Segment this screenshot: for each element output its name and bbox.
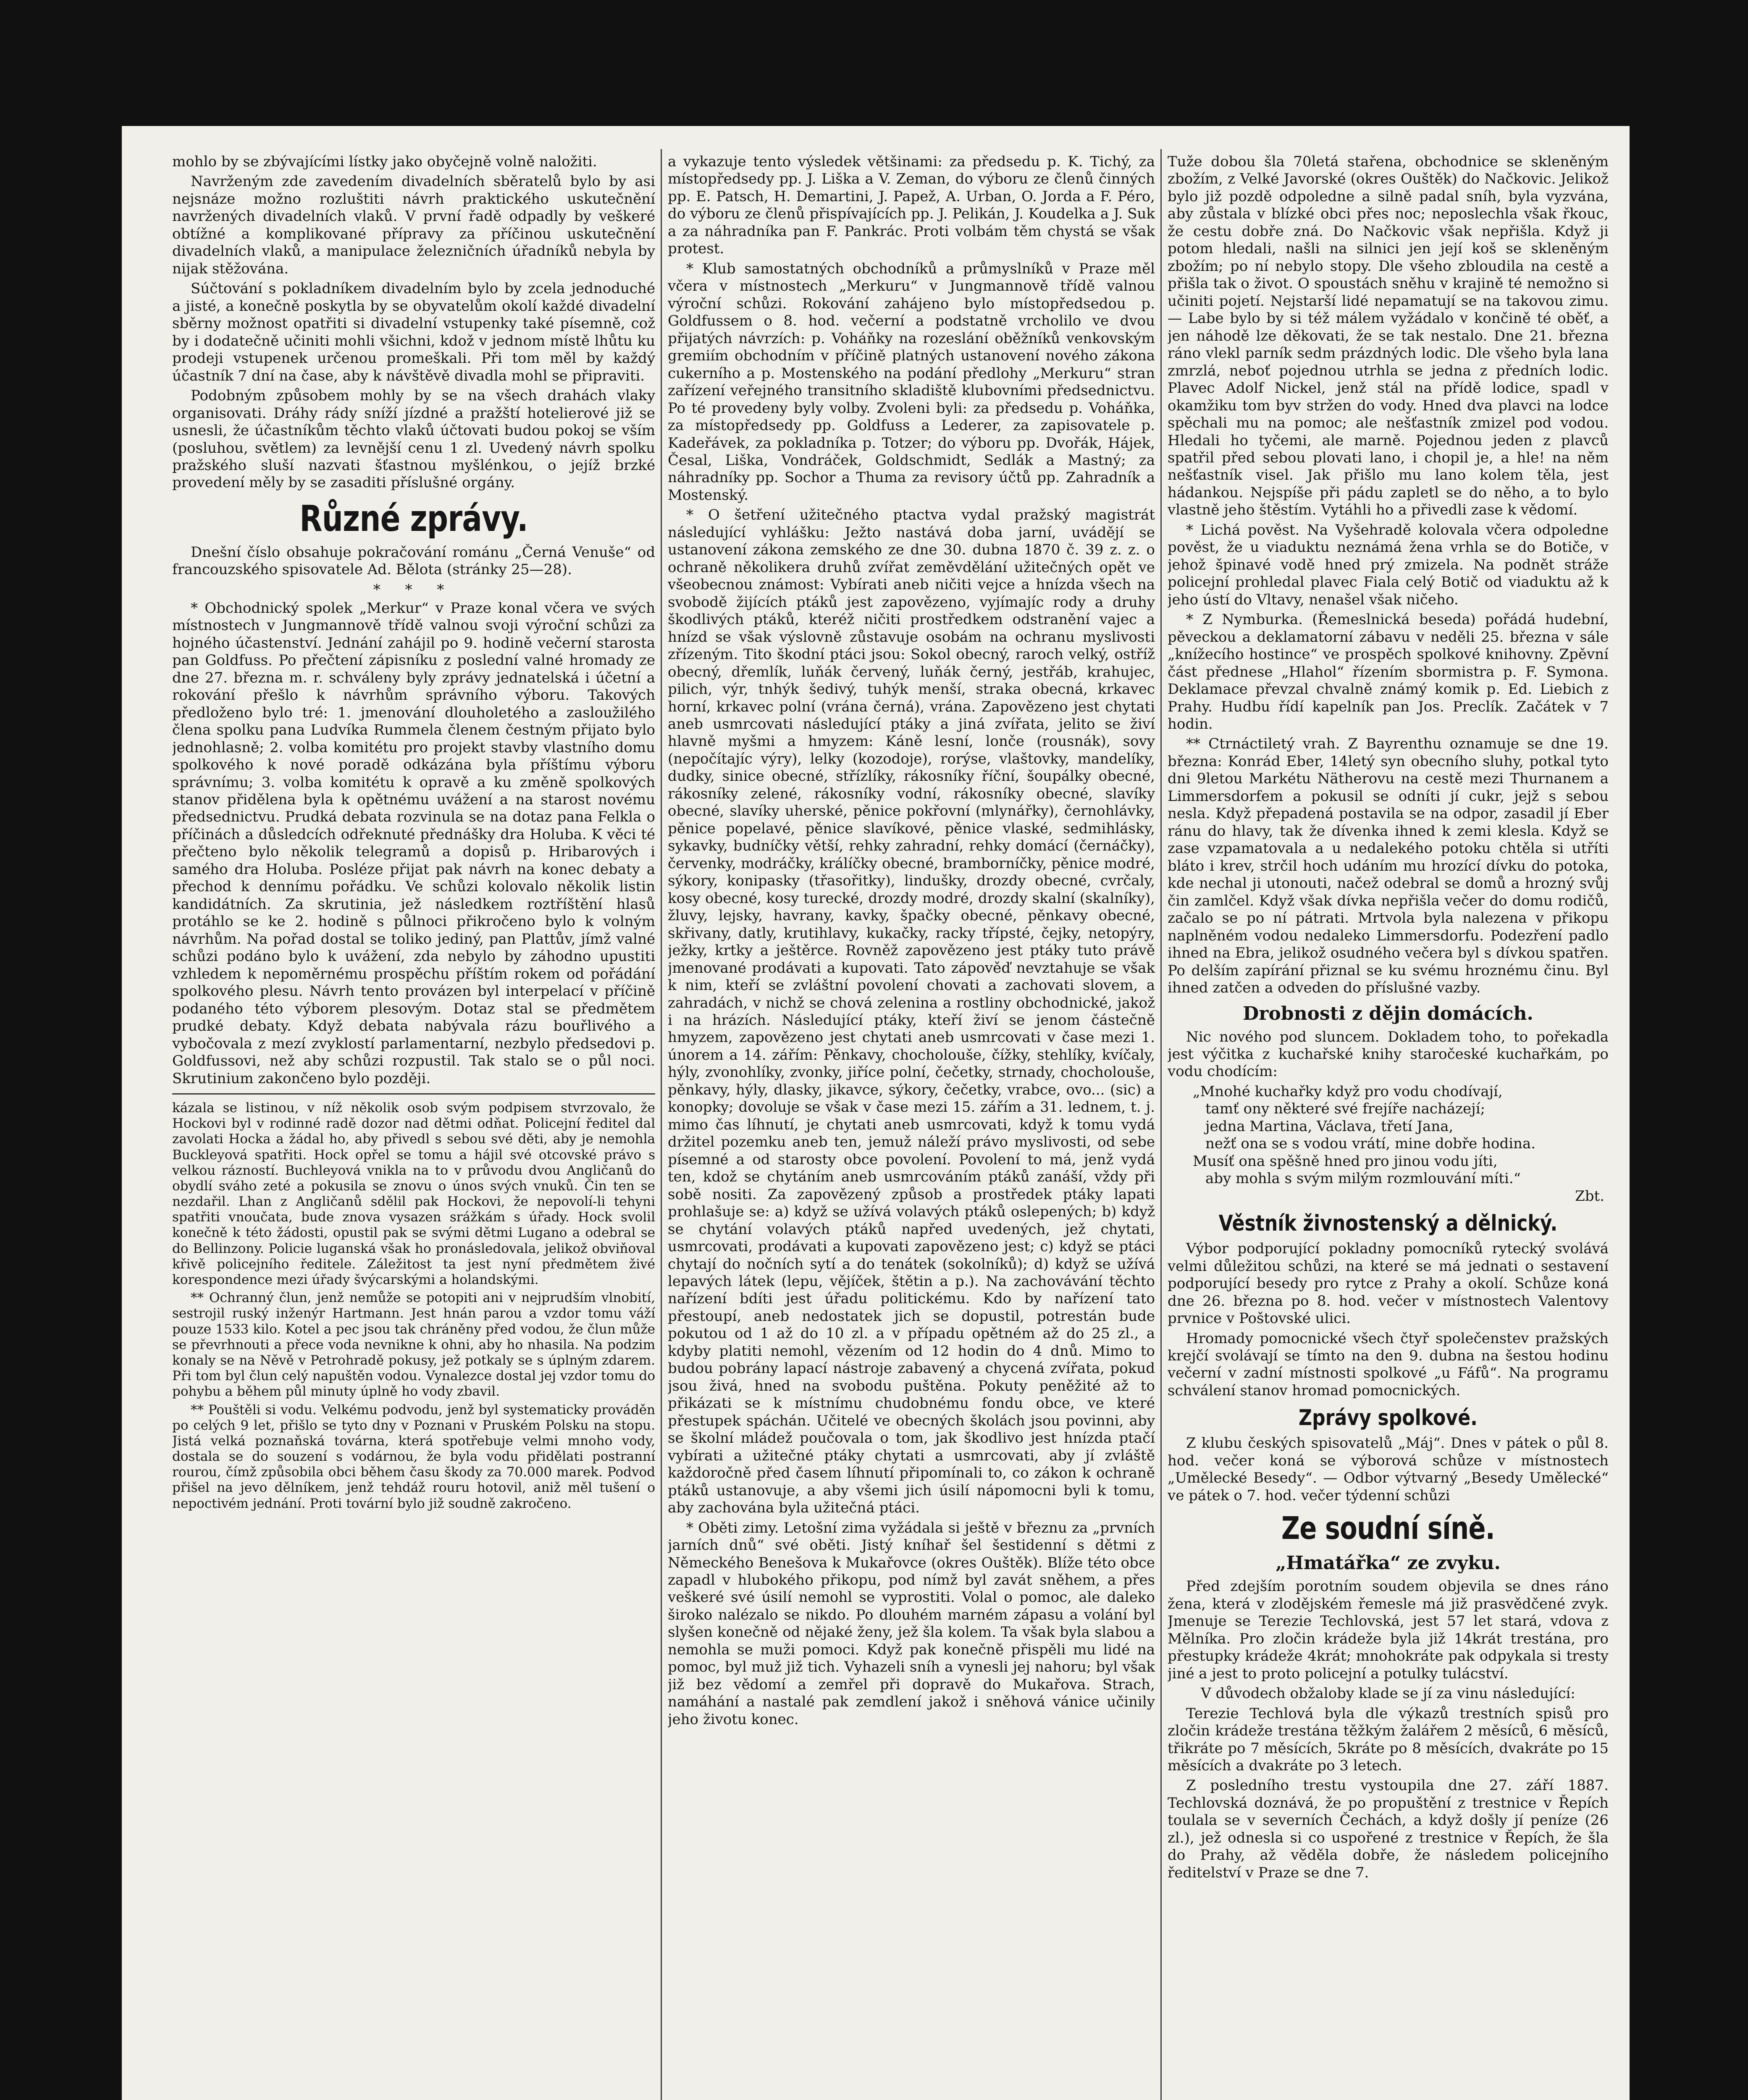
column-3 [1168,153,1609,2100]
verse-line: Musíť ona spěšně hned pro jinou vodu jíti, [1193,1152,1498,1170]
signature: Zbt. [1575,1187,1604,1205]
paragraph: Dnešní číslo obsahuje pokračování románu „Černá Venuše“ od francouzského spisovatele Ad. Bělota (stránky 25—28). [172,543,655,578]
paragraph: Z posledního trestu vystoupila dne 27. září 1887. Techlovská doznává, že po propuštění z trestnice v Řepích toulala se v severních Čechách, a když došly jí peníze (26 zl.), jež odnesla si co uspořené z trestnice v Řepích, že šla do Prahy, až věděla dobře, že následem policejního ředitelství v Praze se dne 7. [1168,1777,1609,1881]
paragraph: Terezie Techlová byla dle výkazů trestních spisů pro zločin krádeže trestána těžkým žalářem 2 měsíců, 6 měsíců, třikráte po 7 měsících, 5kráte po 8 měsících, dvakráte po 15 měsících a dvakráte po 3 letech. [1168,1705,1609,1774]
paragraph: Súčtování s pokladníkem divadelním bylo by zcela jednoduché a jisté, a konečně poskytla by se obyvatelům okolí každé divadelní sběrny možnost opatřiti si divadelní vstupenky také písemně, což by i dodatečně učiniti mohli všichni, kdož v jednom místě lhůtu ku prodeji vstupenek určenou promeškali. Při tom měl by každý účastník 7 dní na čase, aby k návštěvě divadla mohl se připraviti. [172,280,655,384]
verse-line: „Mnohé kuchařky když pro vodu chodívají, [1193,1083,1503,1100]
news-item: ** Pouštěli si vodu. Velkému podvodu, jenž byl systematicky prováděn po celých 9 let, přišlo se tyto dny v Poznani v Pruském Polsku na stopu. Jistá velká poznaňská továrna, která spotřebuje velmi mnoho vody, dostala se do souzení s vodárnou, že byla vodu přidělati postranní rourou, čímž způsobila obci během času škody za 70.000 marek. Podvod přišel na jevo dělníkem, jenž tehdáž rouru hotovil, aniž měl tušení o nepoctivém jednání. Proti tovární bylo již soudně zakročeno. [172,1402,655,1511]
horizontal-rule [172,1093,655,1095]
news-item: Výbor podporující pokladny pomocníků rytecký svolává velmi důležitou schůzi, na které se má jednati o sestavení podporující besedy pro rytce z Prahy a okolí. Schůze koná dne 26. března po 8. hod. večer v místnostech Valentovy prvnice v Poštovské ulici. [1168,1240,1609,1327]
paragraph: Nic nového pod sluncem. Dokladem toho, to pořekadla jest výčitka z kuchařské knihy staročeské kuchařkám, po vodu chodícím: [1168,1028,1609,1080]
article-subheading: „Hmatářka“ ze zvyku. [1276,1552,1501,1574]
news-item: Hromady pomocnické všech čtyř společenstev pražských krejčí svolávají se tímto na den 9. dubna na šestou hodinu večerní v zadní místnosti spolkové „u Fáfů“. Na programu schválení stanov hromad pomocnických. [1168,1330,1609,1399]
verse-line: nežť ona se s vodou vrátí, mine dobře hodina. [1205,1135,1536,1152]
section-heading: Ze soudní síně. [1281,1510,1495,1547]
paragraph: Navrženým zde zavedením divadelních sběratelů bylo by asi nejsnáze možno rozluštiti návrh praktického uskutečnění navržených divadelních vlaků. V první řadě odpadly by veškeré obtížné a komplikované přípravy za příčinou uskutečnění divadelních vlaků, a manipulace železničních úřadníků nebyla by nijak stěžována. [172,173,655,277]
section-heading: Věstník živnostenský a dělnický. [1218,1211,1558,1236]
section-heading: Drobnosti z dějin domácích. [1243,1003,1533,1024]
verse-line: aby mohla s svým milým rozmlouvání míti.“ [1205,1170,1521,1187]
paragraph: Podobným způsobem mohly by se na všech drahách vlaky organisovati. Dráhy rády sníží jízdné a pražští hotelierové již se usnesli, že účastníkům těchto vlaků účtovati budou pokoj se vším (posluhou, světlem) za levnější cenu 1 zl. Uvedený návrh spolku pražského sluší nazvati šťastnou myšlénkou, o jejíž brzké provedení měly by se zasaditi příslušné orgány. [172,387,655,491]
news-item: Tuže dobou šla 70letá stařena, obchodnice se skleněným zbožím, z Velké Javorské (okres Ouštěk) do Načkovic. Jelikož bylo již pozdě odpoledne a silně padal sníh, byla vyzvána, aby zůstala v blízké obci přes noc; neposlechla však řkouc, že cestu dobře zná. Do Načkovic však nepřišla. Když ji potom hledali, našli na silnici jen její koš se skleněným zbožím; po ní nebylo stopy. Dle všeho zbloudila na cestě a přišla tak o život. O spoustách sněhu v krajině té nemožno si učiniti pojetí. Nejstarší lidé nepamatují se na takovou zimu. — Labe bylo by si též málem vyžádalo v končině té oběť, a jen náhodě lze děkovati, že se tak nestalo. Dne 21. března ráno vlekl parník sedm prázdných lodic. Dle všeho byla lana zmrzlá, neboť pojednou utrhla se jedna z předních lodic. Plavec Adolf Nickel, jenž stál na přídě lodice, spadl v okamžiku tom byv stržen do vody. Hned dva plavci na lodce spěchali mu na pomoc; ale nešťastník zmizel pod vodou. Hledali ho tyčemi, ale marně. Pojednou jeden z plavců spatřil před sebou plovati lano, i chopil je, a hle! na něm nešťastník visel. Jak přišlo mu lano kolem těla, jest hádankou. Nejspíše při pádu zapletl se do něho, a to bylo vlastně jeho štěstím. Vytáhli ho a přivedli zase k vědomí. [1168,153,1609,519]
news-item: Z klubu českých spisovatelů „Máj“. Dnes v pátek o půl 8. hod. večer koná se výborová schůze v místnostech „Umělecké Besedy“. — Odbor výtvarný „Besedy Umělecké“ ve pátek o 7. hod. večer týdenní schůzi [1168,1435,1609,1504]
paragraph: V důvodech obžaloby klade se jí za vinu následující: [1201,1685,1575,1702]
verse-line: tamť ony některé své frejíře nacházejí; [1205,1100,1486,1118]
news-item: * Z Nymburka. (Řemeslnická beseda) pořádá hudební, pěveckou a deklamatorní zábavu v neděli 25. března v sále „knížecího hostince“ ve prospěch spolkové knihovny. Zpěvní část přednese „Hlahol“ řízením sbormistra p. F. Symona. Deklamace převzal chvalně známý komik p. Ed. Liebich z Prahy. Hudbu řídí kapelník pan Jos. Preclík. Začátek v 7 hodin. [1168,611,1609,732]
column-2 [668,153,1155,2100]
section-heading: Různé zprávy. [299,497,528,540]
section-heading: Zprávy spolkové. [1299,1405,1478,1431]
paragraph: mohlo by se zbývajícími lístky jako obyčejně volně naložiti. [172,153,597,170]
news-item: * O šetření užitečného ptactva vydal pražský magistrát následující vyhlášku: Ježto nastává doba jarní, uvádějí se ustanovení zákona zemského ze dne 30. dubna 1870 č. 39 z. z. o ochraně několikera druhů zvířat zeměvdělání užitečných opět ve všeobecnou známost: Vybírati aneb ničiti vejce a hnízda všech na svobodě žijících ptáků jest zapovězeno, vyjímajíc rody a druhy škodlivých ptáků, kteréž ničiti prostředkem odstranění vajec a hnízd se však výslovně zůstavuje osobám na ochranu myslivosti zřízeným. Tito škodní ptáci jsou: Sokol obecný, raroch velký, ostříž obecný, dřemlík, luňák červený, luňák černý, jestřáb, krahujec, pilich, výr, tnhýk šedivý, tuhýk menší, straka obecná, krkavec horní, krkavec polní (vrána černá), vrána. Zapovězeno jest chytati aneb usmrcovati následující ptáky a jiná zvířata, jelito se živí hlavně myšmi a hmyzem: Káně lesní, lonče (rousnák), sovy (nepočítajíc výry), lelky (kozodoje), rorýse, vlaštovky, mandelíky, dudky, sinice obecné, střízlíky, rákosníky říční, šoupálky obecné, rákosníky zelené, rákosníky vodní, rákosníky obecné, slavíky obecné, slavíky uherské, pěnice pokřovní (mlynářky), černohlávky, pěnice popelavé, pěnice slavíkové, pěnice vlaské, sedmihlásky, sykavky, budníčky větší, rehky zahradní, rehky domácí (černáčky), červenky, modráčky, králíčky obecné, bramborníčky, pěnice modré, sýkory, konipasky (třasořitky), lindušky, drozdy obecné, cvrčaly, kosy obecné, kosy turecké, drozdy modré, drozdy skalní (skalníky), žluvy, lejsky, havrany, kavky, špačky obecné, pěnkavy obecné, skřivany, datly, krutihlavy, kukačky, racky třípsté, čejky, netopýry, ježky, krtky a ještěrce. Rovněž zapovězeno jest ptáky tuto právě jmenované prodávati a kupovati. Tato zápověď nevztahuje se však k nim, kteří se zvláštní povolení chovati a zachovati slovem, a zahradách, v nichž se chová zelenina a rostliny obchodnické, jakož i na hrázích. Následující ptáky, kteří živí se jenom částečně hmyzem, zapovězeno jest chytati aneb usmrcovati v čase mezi 1. únorem a 14. zářím: Pěnkavy, chocholouše, čížky, stehlíky, kvíčaly, hýly, zvonohlíky, zvonky, jiříce polní, čečetky, strnady, chocholouše, pěnkavy, hýly, dlasky, jikavce, sýkory, čečetky, vrabce, ovo... (sic) a konopky; dovoluje se však v čase mezi 15. zářím a 31. lednem, t. j. mimo čas líhnutí, je chytati aneb usmrcovati, když k tomu vydá držitel pozemku aneb ten, jemuž náleží právo myslivosti, od sebe písemné a od starosty obce povolení. Povolení to má, jenž vydá ten, kdož se chytáním aneb usmrcováním ptáků zanáší, vždy při sobě nositi. Za zapovězený způsob a prostředek ptáky lapati prohlašuje se: a) když se užívá volavých ptáků oslepených; b) když se chytání volavých ptáků napřed uvedených, jež chytati, usmrcovati, prodávati a kupovati zapovězeno jest; c) když se ptáci chytají do nočních sytí a do tenátek (sokolníků); d) když se užívá lepavých látek (lepu, vějíček, štětin a p.). Na zachovávání těchto nařízení bdíti jest úřadu politickému. Kdo by nařízení tato přestoupí, aneb nedostatek jich se dopustil, potrestán bude pokutou od 1 až do 10 zl. a v případu opětném až do 25 zl., a kdyby platiti nemohl, vězením od 12 hodin do 4 dnů. Mimo to budou pobrány lapací nástroje zabavený a chycená zvířata, pokud jsou živá, hned na svobodu puštěna. Pokuty peněžité až to přikázati se k místnímu chudobnému fondu obce, ve které přestupek spáchán. Učitelé ve obecných školách jsou povinni, aby se školní mládež poučovala o tom, jak škodlivo jest hnízda ptačí vybírati a užitečné ptáky chytati a usmrcovati, aby jí zvláště každoročně před časem líhnutí připomínali to, co zákon k ochraně ptáků ustanovuje, a aby všemi jich úsilí nápomocni byli k tomu, aby zachována byla užitečná ptáci. [668,507,1155,1517]
news-item: ** Ochranný člun, jenž nemůže se potopiti ani v nejprudším vlnobití, sestrojil ruský inženýr Hartmann. Jest hnán parou a vzdor tomu váží pouze 1533 kilo. Kotel a pec jsou tak chráněny před vodou, že člun může se převrhnouti a přece voda nevnikne k ohni, aby ho nhasila. Na podzim konaly se na Něvě v Petrohradě pokusy, jež potkaly se s úplným zdarem. Při tom byl člun celý napuštěn vodou. Vynalezce dostal jej vzdor tomu do pohybu a během půl minuty úplně ho vody zbavil. [172,1290,655,1399]
news-item: * Lichá pověst. Na Vyšehradě kolovala včera odpoledne pověst, že u viaduktu neznámá žena vrhla se do Botiče, v jehož špinavé vodě hned prý zmizela. Na podnět stráže policejní prohledal plavec Fiala celý Botič od viaduktu až k jeho ústí do Vltavy, nenašel však ničeho. [1168,521,1609,608]
separator-stars: * * * [373,581,454,598]
column-divider [661,149,662,2100]
verse-line: jedna Martina, Václava, třetí Jana, [1205,1118,1454,1135]
news-item: a vykazuje tento výsledek většinami: za předsedu p. K. Tichý, za místopředsedy pp. J. Liška a V. Zeman, do výboru ze členů činných pp. E. Patsch, H. Demartini, J. Papež, A. Urban, O. Jorda a F. Péro, do výboru ze členů přispívajících pp. J. Pelikán, J. Koudelka a J. Suk a za náhradníka pan F. Pankrác. Proti volbám těm chystá se však protest. [668,153,1155,257]
column-divider [1160,149,1162,2100]
paragraph: Před zdejším porotním soudem objevila se dnes ráno žena, která v zlodějském řemesle má již prasvědčené zvyk. Jmenuje se Terezie Techlovská, jest 57 let stará, vdova z Mělníka. Pro zločin krádeže byla již 14krát trestána, pro přestupky krádeže 4krát; mnohokráte pak odpykala si tresty jiné a jest to proto policejní a potulky tulácství. [1168,1578,1609,1682]
news-item: kázala se listinou, v níž několik osob svým podpisem stvrzovalo, že Hockovi byl v rodinné radě dozor nad dětmi odňat. Policejní ředitel dal zavolati Hocka a žádal ho, aby přivedl s sebou své děti, aby je nemohla Buckleyová spatřiti. Hock opřel se tomu a hájil své otcovské právo s velkou rázností. Buchleyová vnikla na to v průvodu dvou Angličanů do obydlí sváho zeté a pokusila se znovu o únos svých vnuků. Čin ten se nezdařil. Lhan z Angličanů sdělil pak Hockovi, že nepovolí-li tehyni spatřiti vnoučata, bude znova vysazen srážkám s úřady. Hock svolil konečně k této žádosti, opustil pak se svými dětmi Lugano a odebral se do Bellinzony. Policie luganská však ho pronásledovala, jelikož obviňoval křivě policejního ředitele. Záležitost ta jest nyní předmětem živé korespondence mezi úřady švýcarskými a holandskými. [172,1100,655,1288]
news-item: * Obchodnický spolek „Merkur“ v Praze konal včera ve svých místnostech v Jungmannově třídě valnou svoji výroční schůzi za hojného účastenství. Jednání zahájil po 9. hodině večerní starosta pan Goldfuss. Po přečtení zápisníku z poslední valné hromady ze dne 27. března m. r. schváleny byly zprávy jednatelská i účetní a rokování přešlo k návrhům správního výboru. Takových předloženo bylo tré: 1. jmenování dlouholetého a zasloužilého člena spolku pana Ludvíka Rummela členem čestným přijato bylo jednohlasně; 2. volba komitétu pro projekt stavby vlastního domu spolkového k nové poradě odkázána byla příštímu výboru správnímu; 3. volba komitétu k opravě a ku změně spolkových stanov přidělena byla k opětnému uvážení a na starost novému předsednictvu. Prudká debata rozvinula se na dotaz pana Felkla o příčinách a důsledcích odřeknuté přednášky dra Holuba. K věci té přečteno bylo několik telegramů a dopisů p. Hribarových i samého dra Holuba. Posléze přijat pak návrh na konec debaty a přechod k dennímu pořádku. Ve schůzi kolovalo několik listin kandidátních. Za skrutinia, jež následkem roztříštění hlasů protáhlo se ke 2. hodině s půlnoci přikročeno bylo k volným návrhům. Na pořad dostal se toliko jediný, pan Plattův, jímž valné schůzi podáno bylo k uvážení, zda nebylo by záhodno upustiti vzhledem k nepoměrnému prospěchu příštím rokem od pořádání spolkového plesu. Návrh tento provázen byl interpelací v příčině podaného této výborem plesovým. Dotaz stal se předmětem prudké debaty. Když debata nabývala rázu bouřlivého a vybočovala z mezí zvyklostí parlamentarní, nezbylo předsedovi p. Goldfussovi, než aby schůzi rozpustil. Tak stalo se o půl noci. Skrutinium zakončeno bylo později. [172,599,655,1087]
column-1 [172,153,655,2100]
news-item: * Oběti zimy. Letošní zima vyžádala si ještě v březnu za „prvních jarních dnů“ své oběti. Jistý kníhař šel šestidenní s dětmi z Německého Benešova k Mukařovce (okres Ouštěk). Blíže této obce zapadl v hlubokého přikopu, pod nímž byl zavát sněhem, a přes veškeré své úsilí nemohl se vyprostiti. Volal o pomoc, ale daleko široko nalézalo se nikdo. Po dlouhém marném zápasu a volání byl slyšen konečně od nějaké ženy, jež šla kolem. Ta však byla slabou a nemohla se muži pomoci. Když pak konečně přispěli mu lidé na pomoc, byl muž již tich. Vyhazeli sníh a vynesli jej nahoru; byl však již bez vědomí a zemřel při dopravě do Mukařova. Strach, namáhání a nastalé pak zemdlení jakož i sněhová vánice učinily jeho životu konec. [668,1519,1155,1728]
news-item: * Klub samostatných obchodníků a průmyslníků v Praze měl včera v místnostech „Merkuru“ v Jungmannově třídě valnou výroční schůzi. Rokování zahájeno bylo místopředsedou p. Goldfussem o 8. hod. večerní a podstatně vrcholilo ve dvou přijatých návrzích: p. Voháňky na rozeslání oběžníků venkovským gremiím obchodním v příčině platných ustanovení nového zákona cukerního a p. Mostenského na podání předlohy „Merkuru“ stran zařízení veřejného transitního skladiště klubovními předsednictvu. Po té provedeny byly volby. Zvoleni byli: za předsedu p. Voháňka, za místopředsedy pp. Goldfuss a Lederer, za zapisovatele p. Kadeřávek, za pokladníka p. Totzer; do výboru pp. Dvořák, Hájek, Česal, Liška, Vondráček, Goldschmidt, Sedlák a Mastný; za náhradníky pp. Sochor a Thuma za revisory účtů pp. Zahradník a Mostenský. [668,260,1155,504]
news-item: ** Ctrnáctiletý vrah. Z Bayrenthu oznamuje se dne 19. března: Konrád Eber, 14letý syn obecního sluhy, potkal tyto dni 9letou Markétu Nätherovu na cestě mezi Thurnanem a Limmersdorfem a pokusil se odníti jí cukr, jejž s sebou nesla. Když přepadená postavila se na odpor, zasadil jí Eber ránu do hlavy, tak že dívenka ihned k zemi klesla. Když se zase vzpamatovala a u nedalekého potoku chtěla si utříti bláto i krev, strčil hoch udáním mu hrozící dívku do potoka, kde nechal ji utonouti, načež odebral se domů a hrozný svůj čin zamlčel. Když však dívka nepřišla večer do domu rodičů, začalo se po ní pátrati. Mrtvola byla nalezena v přikopu naplněném vodou nedaleko Limmersdorfu. Podezření padlo ihned na Ebra, jelikož osudného večera byl s dívkou spatřen. Po delším zapírání přiznal se ku svému hroznému činu. Byl ihned zatčen a odveden do příslušné vazby. [1168,735,1609,997]
newspaper-page [122,126,1630,2100]
